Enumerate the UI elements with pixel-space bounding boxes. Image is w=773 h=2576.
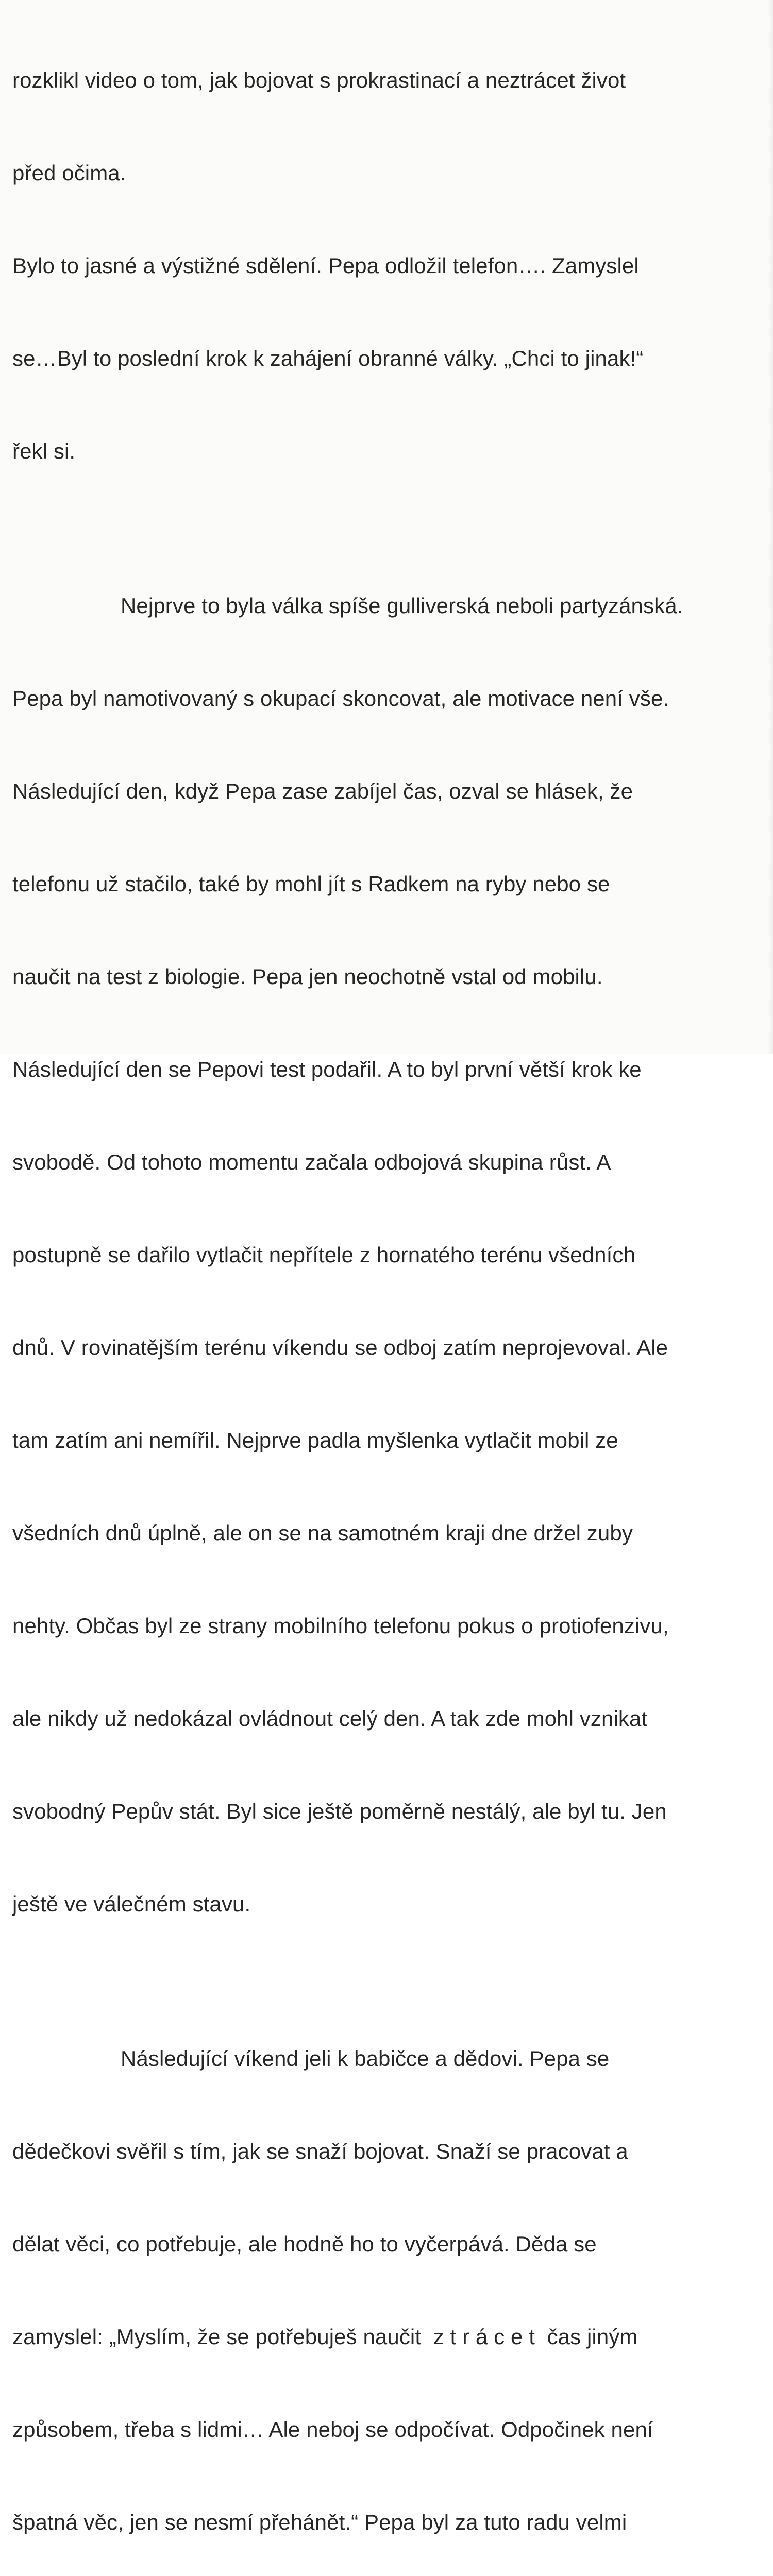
paragraph-3 [12, 1981, 763, 2576]
text-line: svobodě. Od tohoto momentu začala odbojová skupina růst. A [12, 1150, 611, 1174]
text-line: Následující den se Pepovi test podařil. A to byl první větší krok ke [12, 1057, 642, 1081]
text-line: dnů. V rovinatějším terénu víkendu se odboj zatím neprojevoval. Ale [12, 1335, 668, 1360]
text-line: svobodný Pepův stát. Byl sice ještě poměrně nestálý, ale byl tu. Jen [12, 1799, 667, 1823]
scan-edge-shadow [768, 0, 773, 1054]
text-line: telefonu už stačilo, také by mohl jít s Radkem na ryby nebo se [12, 872, 610, 896]
text-line: tam zatím ani nemířil. Nejprve padla myšlenka vytlačit mobil ze [12, 1428, 618, 1452]
text-line: Bylo to jasné a výstižné sdělení. Pepa odložil telefon…. Zamyslel [12, 253, 639, 278]
text-line: před očima. [12, 161, 126, 185]
paragraph-2 [12, 529, 763, 1981]
text-line: způsobem, třeba s lidmi… Ale neboj se odpočívat. Odpočinek není [12, 2417, 653, 2442]
text-line: ještě ve válečném stavu. [12, 1892, 251, 1916]
text-line: naučit na test z biologie. Pepa jen neochotně vstal od mobilu. [12, 964, 603, 989]
text-line: dělat věci, co potřebuje, ale hodně ho to vyčerpává. Děda se [12, 2232, 597, 2256]
text-line: rozklikl​ video o tom, jak bojovat s prokrastinací a neztrácet život [12, 68, 626, 92]
text-line: se…Byl to poslední krok k zahájení obranné války. „Chci to jinak!“ [12, 346, 644, 370]
paragraph-1 [12, 3, 763, 529]
text-line: dědečkovi svěřil s tím, jak se snaží bojovat. Snaží se pracovat a [12, 2139, 628, 2163]
text-line: ale nikdy už nedokázal ovládnout celý den. A tak zde mohl vznikat [12, 1706, 648, 1731]
text-line: všedních dnů úplně, ale on se na samotném kraji dne držel zuby [12, 1521, 633, 1545]
text-line-indented: Nejprve to byla válka spíše gulliverská neboli partyzánská. [121, 594, 683, 618]
text-line: špatná věc, jen se nesmí přehánět.“ Pepa byl za tuto radu velmi [12, 2510, 627, 2534]
text-line: Pepa byl namotivovaný s okupací skoncovat, ale motivace není vše. [12, 686, 669, 710]
text-line: nehty. Občas byl ze strany mobilního telefonu pokus o protiofenzivu, [12, 1614, 669, 1638]
text-line: řekl si. [12, 439, 76, 463]
text-line: postupně se dařilo vytlačit nepřítele z hornatého terénu všedních [12, 1243, 635, 1267]
text-line: zamyslel: „Myslím, že se potřebuješ naučit z t r á c e t čas jiným [12, 2325, 638, 2349]
text-line: Následující den, když Pepa zase zabíjel čas, ozval se hlásek, že [12, 779, 633, 803]
text-line-indented: Následující víkend jeli k babičce a dědovi. Pepa se [121, 2046, 610, 2071]
